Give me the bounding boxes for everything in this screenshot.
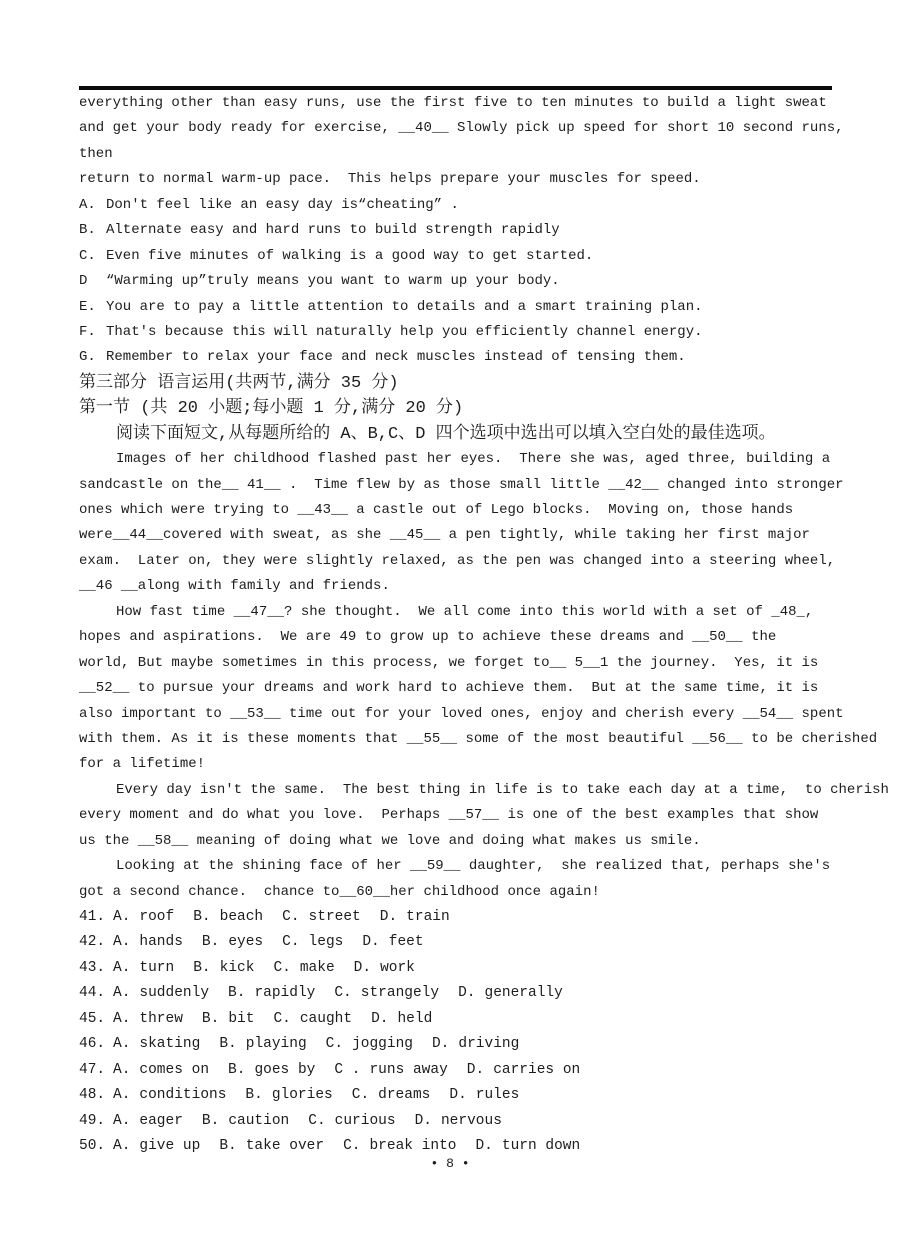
option-text: Alternate easy and hard runs to build strength rapidly — [106, 222, 560, 239]
option-letter: D. — [466, 1061, 485, 1078]
cloze-passage-line: were__44__covered with sweat, as she __45__ a pen tightly, while taking her first major — [79, 527, 810, 544]
option-text: comes on — [139, 1061, 210, 1078]
option-text: nervous — [440, 1112, 502, 1129]
cloze-passage-line: also important to __53__ time out for your loved ones, enjoy and cherish every __54__ spent — [79, 705, 844, 722]
option-text: runs away — [369, 1061, 448, 1078]
question-row — [79, 956, 844, 981]
option-letter: C . — [334, 1061, 361, 1078]
option-letter: B. — [193, 909, 211, 925]
gap-option-line — [79, 218, 844, 243]
question-option — [113, 1007, 183, 1032]
option-letter: B. — [228, 985, 246, 1002]
gap-option-line — [79, 244, 844, 269]
question-number: 49. — [79, 1112, 106, 1129]
option-text: Don't feel like an easy day is“cheating” . — [106, 196, 459, 213]
option-text: turn — [139, 959, 175, 976]
option-text: conditions — [139, 1087, 227, 1104]
question-option — [458, 981, 563, 1006]
question-option — [113, 905, 174, 930]
option-text: take over — [245, 1137, 325, 1154]
option-text: threw — [139, 1010, 183, 1027]
option-letter: G. — [79, 349, 96, 366]
cloze-passage-line: ones which were trying to __43__ a castle out of Lego blocks. Moving on, those hands — [79, 502, 794, 518]
option-letter: A. — [113, 1036, 131, 1053]
cloze-passage-line: __46 __along with family and friends. — [79, 578, 390, 595]
option-text: jogging — [352, 1036, 413, 1053]
option-text: kick — [219, 959, 255, 976]
option-letter: D. — [362, 934, 380, 951]
option-text: train — [406, 909, 450, 925]
question-option — [113, 981, 209, 1006]
question-row — [79, 981, 844, 1006]
option-letter: D. — [475, 1137, 493, 1154]
option-letter: C. — [351, 1087, 370, 1104]
question-option — [202, 1109, 289, 1134]
option-text: You are to pay a little attention to details and a smart training plan. — [106, 298, 703, 315]
document-content — [79, 91, 889, 1159]
option-letter: B. — [219, 1036, 237, 1053]
cloze-passage-line: with them. As it is these moments that __55__ some of the most beautiful __56__ to be cherished — [79, 730, 878, 747]
question-option — [219, 1032, 306, 1057]
option-text: make — [299, 959, 335, 976]
option-letter: B. — [201, 934, 220, 951]
question-number: 43. — [79, 959, 106, 976]
option-letter: D. — [379, 909, 398, 925]
question-number: 46. — [79, 1036, 106, 1053]
option-text: curious — [334, 1112, 396, 1129]
question-option — [113, 1032, 200, 1057]
option-text: strangely — [360, 985, 440, 1002]
gap-option-line — [79, 269, 844, 294]
question-row — [79, 930, 844, 955]
cloze-passage-line: every moment and do what you love. Perhaps __57__ is one of the best examples that show — [79, 807, 819, 824]
question-option — [193, 905, 263, 930]
option-text: give up — [139, 1137, 201, 1154]
option-text: glories — [271, 1087, 333, 1104]
option-letter: A. — [113, 1061, 131, 1078]
cloze-passage-line: exam. Later on, they were slightly relaxed, as the pen was changed into a steering wheel, — [79, 552, 836, 569]
question-option — [245, 1083, 332, 1108]
option-letter: A. — [113, 1112, 131, 1129]
option-text: caution — [228, 1112, 290, 1129]
cloze-passage — [79, 447, 889, 905]
option-text: goes by — [254, 1061, 316, 1078]
question-option — [273, 956, 334, 981]
option-letter: B. — [228, 1061, 246, 1078]
option-letter: B. — [79, 222, 96, 239]
question-option — [202, 930, 263, 955]
question-number: 48. — [79, 1087, 106, 1104]
question-option — [415, 1109, 502, 1134]
option-text: skating — [139, 1036, 201, 1053]
question-number: 42. — [79, 934, 106, 951]
option-letter: D. — [371, 1010, 389, 1027]
question-number: 41. — [79, 909, 106, 925]
cloze-questions — [79, 905, 844, 1159]
option-text: “Warming up”truly means you want to warm up your body. — [106, 273, 560, 290]
option-text: bit — [228, 1010, 255, 1027]
question-option — [352, 1083, 431, 1108]
option-letter: B. — [201, 1112, 220, 1129]
cloze-passage-line: Looking at the shining face of her __59__ daughter, she realized that, perhaps she's — [116, 858, 831, 875]
option-text: suddenly — [139, 985, 210, 1002]
question-option — [193, 956, 254, 981]
gap-option-line — [79, 193, 844, 218]
option-letter: D — [79, 273, 88, 290]
option-text: dreams — [378, 1087, 431, 1104]
question-number: 45. — [79, 1010, 106, 1027]
option-letter: E. — [79, 298, 96, 315]
gap-option-line — [79, 295, 844, 320]
question-row — [79, 1083, 844, 1108]
question-option — [449, 1083, 519, 1108]
option-text: beach — [219, 909, 264, 925]
option-text: eager — [139, 1112, 183, 1129]
section-header: 第一节 (共 20 小题;每小题 1 分,满分 20 分) — [79, 399, 464, 419]
question-row — [79, 905, 844, 930]
question-option — [326, 1032, 413, 1057]
option-letter: C. — [282, 909, 300, 925]
previous-passage-lines — [79, 91, 844, 193]
cloze-passage-line: Every day isn't the same. The best thing in life is to take each day at a time, to cherish — [116, 781, 889, 798]
option-text: rules — [475, 1087, 520, 1104]
option-letter: C. — [334, 985, 352, 1002]
question-option — [308, 1109, 395, 1134]
question-option — [113, 1083, 226, 1108]
question-row — [79, 1058, 844, 1083]
question-option — [228, 981, 315, 1006]
option-text: street — [308, 909, 361, 925]
option-letter: A. — [113, 959, 131, 976]
question-option — [362, 930, 423, 955]
option-letter: B. — [193, 959, 211, 976]
cloze-passage-line: for a lifetime! — [79, 756, 206, 773]
option-text: turn down — [501, 1137, 581, 1154]
option-text: hands — [139, 934, 183, 951]
question-option — [273, 1007, 352, 1032]
question-option — [467, 1058, 580, 1083]
option-letter: A. — [113, 934, 131, 951]
option-text: That's because this will naturally help you efficiently channel energy. — [106, 323, 703, 340]
option-letter: C. — [325, 1036, 344, 1053]
question-row — [79, 1032, 844, 1057]
question-option — [113, 956, 174, 981]
header-divider-line — [79, 86, 832, 90]
option-letter: C. — [308, 1112, 326, 1129]
gap-option-line — [79, 345, 844, 370]
option-letter: D. — [431, 1036, 450, 1053]
part-header: 第三部分 语言运用(共两节,满分 35 分) — [79, 373, 399, 393]
option-text: caught — [299, 1010, 353, 1027]
question-number: 44. — [79, 985, 106, 1002]
option-text: Even five minutes of walking is a good way to get started. — [106, 247, 594, 264]
question-row — [79, 1007, 844, 1032]
question-option — [334, 1058, 447, 1083]
option-text: roof — [139, 909, 175, 925]
option-letter: C. — [273, 1010, 291, 1027]
option-letter: A. — [113, 1137, 131, 1154]
question-option — [334, 981, 439, 1006]
option-letter: A. — [113, 1087, 131, 1104]
option-letter: A. — [113, 1010, 131, 1027]
gap-option-line — [79, 320, 844, 345]
question-option — [113, 1058, 209, 1083]
option-letter: C. — [273, 959, 291, 976]
option-letter: C. — [282, 934, 300, 951]
option-letter: D. — [449, 1087, 467, 1104]
cloze-passage-line: world, But maybe sometimes in this process, we forget to__ 5__1 the journey. Yes, it is — [79, 654, 819, 671]
question-number: 50. — [79, 1137, 106, 1154]
option-letter: D. — [458, 985, 476, 1002]
option-letter: A. — [113, 985, 131, 1002]
option-letter: A. — [113, 909, 131, 925]
question-option — [113, 930, 183, 955]
passage-line: and get your body ready for exercise, __40__ Slowly pick up speed for short 10 second runs, — [79, 120, 844, 137]
cloze-passage-line: Images of her childhood flashed past her eyes. There she was, aged three, building a — [116, 451, 831, 468]
option-text: Remember to relax your face and neck muscles instead of tensing them. — [106, 349, 686, 366]
question-option — [228, 1058, 315, 1083]
option-text: generally — [484, 985, 563, 1002]
option-text: carries on — [493, 1061, 581, 1078]
option-letter: B. — [219, 1137, 237, 1154]
option-text: eyes — [228, 934, 264, 951]
question-option — [432, 1032, 519, 1057]
page-number: • 8 • — [430, 1156, 470, 1171]
option-letter: C. — [343, 1137, 361, 1154]
cloze-passage-line: hopes and aspirations. We are 49 to grow up to achieve these dreams and __50__ the — [79, 629, 777, 646]
cloze-passage-line: __52__ to pursue your dreams and work hard to achieve them. But at the same time, it is — [79, 680, 819, 697]
option-letter: D. — [353, 959, 372, 976]
option-letter: F. — [79, 323, 96, 340]
option-text: work — [380, 959, 415, 976]
question-option — [380, 905, 450, 930]
option-text: legs — [308, 934, 344, 951]
option-text: feet — [388, 934, 424, 951]
gap-fill-options-list — [79, 193, 844, 371]
option-text: driving — [458, 1036, 520, 1053]
option-text: rapidly — [254, 985, 316, 1002]
cloze-passage-line: sandcastle on the__ 41__ . Time flew by as those small little __42__ changed into stronger — [79, 476, 844, 493]
option-letter: D. — [414, 1112, 432, 1129]
passage-line: everything other than easy runs, use the first five to ten minutes to build a light sweat — [79, 95, 827, 111]
option-letter: C. — [79, 247, 96, 264]
cloze-passage-line: us the __58__ meaning of doing what we love and doing what makes us smile. — [79, 832, 701, 849]
passage-line: then — [79, 145, 113, 162]
question-row — [79, 1109, 844, 1134]
question-number: 47. — [79, 1061, 106, 1078]
option-letter: B. — [245, 1087, 263, 1104]
option-text: break into — [369, 1137, 457, 1154]
option-text: playing — [245, 1036, 307, 1053]
question-option — [202, 1007, 255, 1032]
option-letter: A. — [79, 196, 96, 213]
question-option — [282, 930, 343, 955]
option-letter: B. — [201, 1010, 220, 1027]
cloze-passage-line: How fast time __47__? she thought. We all come into this world with a set of _48_, — [116, 603, 814, 620]
instructions-line: 阅读下面短文,从每题所给的 A、B,C、D 四个选项中选出可以填入空白处的最佳选项。 — [116, 424, 776, 444]
question-option — [282, 905, 361, 930]
option-text: held — [397, 1010, 433, 1027]
question-option — [371, 1007, 432, 1032]
passage-line: return to normal warm-up pace. This helps prepare your muscles for speed. — [79, 171, 701, 188]
question-option — [113, 1109, 183, 1134]
cloze-passage-line: got a second chance. chance to__60__her childhood once again! — [79, 883, 600, 900]
question-option — [354, 956, 415, 981]
